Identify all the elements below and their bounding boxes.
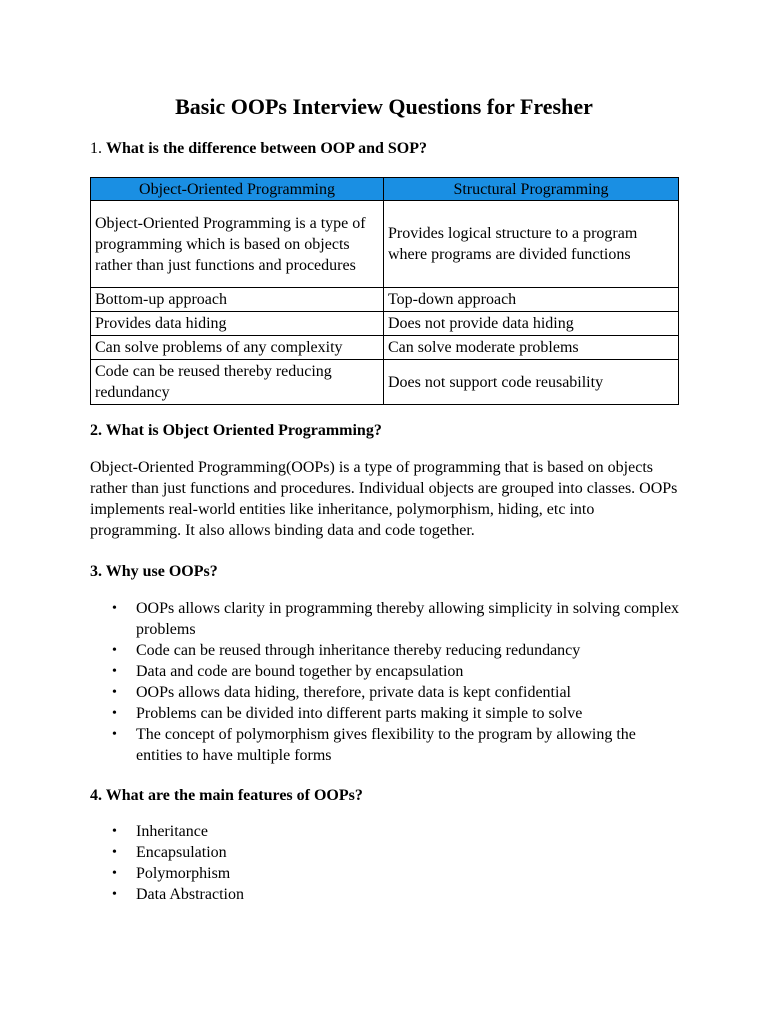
table-cell-oop: Bottom-up approach [91,288,384,312]
list-item-text: The concept of polymorphism gives flexibility to the program by allowing the entities to have multiple forms [136,726,636,764]
bullet-icon: • [112,824,117,839]
list-item [90,703,680,724]
question-2-paragraph: Object-Oriented Programming(OOPs) is a type of programming that is based on objects rather than just functions and procedures. Individual objects are grouped into classes. OOPs implements real-world entities like inheritance, polymorphism, hiding, etc into programming. It also allows binding data and code together. [90,459,678,539]
table-cell-oop: Object-Oriented Programming is a type of programming which is based on objects rather than just functions and procedures [91,201,384,288]
question-3-heading: 3. Why use OOPs? [90,563,218,580]
list-item-text: OOPs allows clarity in programming thereby allowing simplicity in solving complex problems [136,600,680,638]
table-row [91,336,679,360]
table-row [91,360,679,405]
bullet-icon: • [112,706,117,721]
list-item [90,884,680,905]
table-row [91,312,679,336]
list-item-text: Encapsulation [136,844,227,861]
list-item-text: OOPs allows data hiding, therefore, private data is kept confidential [136,684,571,701]
list-item-text: Problems can be divided into different parts making it simple to solve [136,705,583,722]
question-1-text: What is the difference between OOP and SOP? [106,140,428,157]
bullet-icon: • [112,664,117,679]
question-2-heading: 2. What is Object Oriented Programming? [90,422,382,439]
table-cell-sop: Can solve moderate problems [384,336,679,360]
bullet-icon: • [112,685,117,700]
table-cell-sop: Does not support code reusability [384,360,679,405]
table-header-sop: Structural Programming [384,178,679,201]
list-item-text: Inheritance [136,823,208,840]
table-cell-sop: Does not provide data hiding [384,312,679,336]
bullet-icon: • [112,727,117,742]
list-item-text: Polymorphism [136,865,231,882]
list-item [90,863,680,884]
table-cell-oop: Provides data hiding [91,312,384,336]
features-list [90,821,680,905]
table-cell-sop: Provides logical structure to a program where programs are divided functions [384,201,679,288]
list-item [90,724,680,766]
table-header-oop: Object-Oriented Programming [91,178,384,201]
bullet-icon: • [112,887,117,902]
table-row [91,288,679,312]
list-item-text: Data and code are bound together by encapsulation [136,663,464,680]
question-1 [90,138,427,160]
list-item-text: Data Abstraction [136,886,244,903]
bullet-icon: • [112,866,117,881]
table-row [91,201,679,288]
page-title: Basic OOPs Interview Questions for Fresher [175,94,593,119]
table-cell-oop: Can solve problems of any complexity [91,336,384,360]
bullet-icon: • [112,845,117,860]
table-cell-oop: Code can be reused thereby reducing redundancy [91,360,384,405]
why-oops-list [90,598,680,766]
question-1-number: 1. [90,140,102,157]
list-item [90,821,680,842]
bullet-icon: • [112,601,117,616]
list-item-text: Code can be reused through inheritance thereby reducing redundancy [136,642,581,659]
question-4-heading: 4. What are the main features of OOPs? [90,787,363,804]
list-item [90,842,680,863]
table-cell-sop: Top-down approach [384,288,679,312]
list-item [90,661,680,682]
comparison-table [90,177,679,405]
table-header-row [91,178,679,201]
list-item [90,682,680,703]
list-item [90,598,680,640]
list-item [90,640,680,661]
bullet-icon: • [112,643,117,658]
